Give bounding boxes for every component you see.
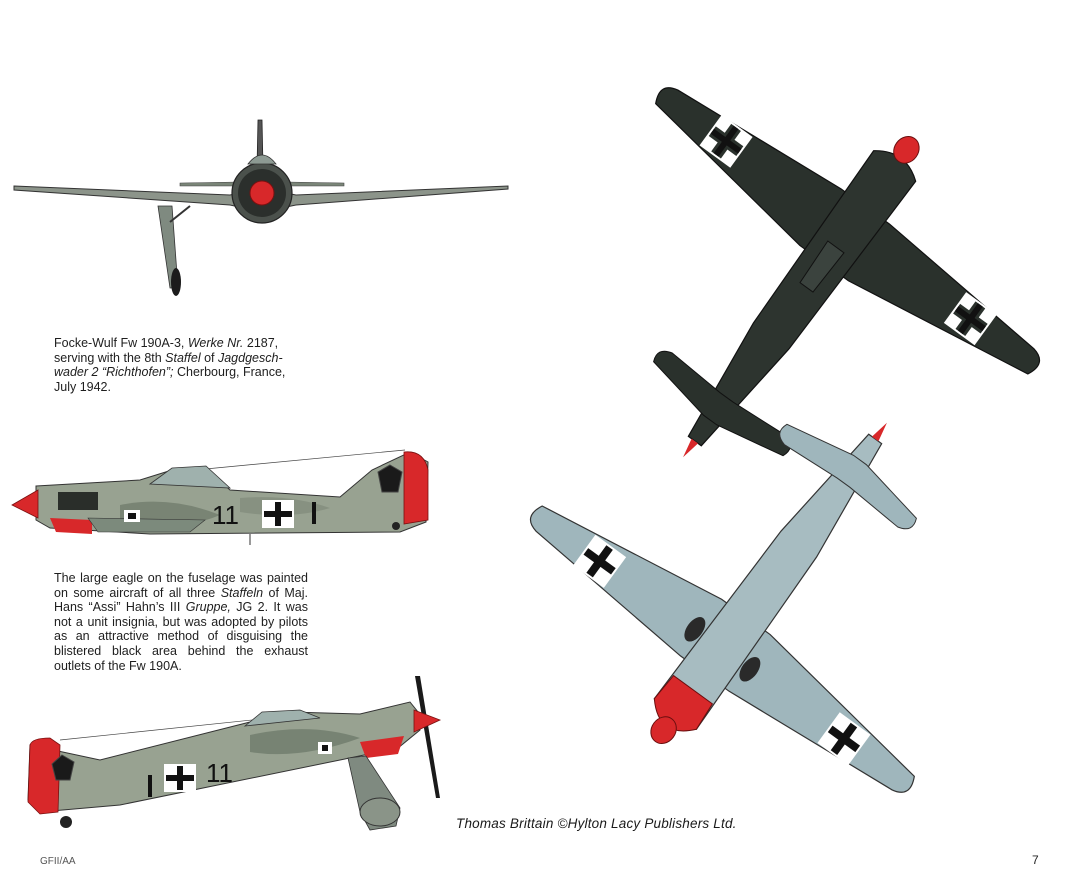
footer-code: GFII/AA — [40, 856, 76, 867]
caption-text-italic: Werke Nr. — [187, 336, 244, 350]
caption-text-italic: Staffeln — [220, 585, 264, 600]
caption-text: July 1942. — [54, 379, 111, 394]
artist-credit: Thomas Brittain ©Hylton Lacy Publishers Ltd. — [456, 816, 737, 831]
caption-text: Cherbourg, France, — [173, 365, 286, 380]
page-number: 7 — [1032, 853, 1039, 867]
side-starboard-code: 11 — [212, 500, 239, 530]
caption-text: serving with the 8th — [54, 350, 166, 365]
caption-text: of Maj. Hans “Assi” Hahn’s III — [54, 585, 308, 615]
caption-text: of — [200, 350, 218, 365]
caption-text: The large eagle on the fuselage was painted on some aircraft of all three — [54, 571, 308, 600]
aircraft-caption — [54, 336, 302, 394]
caption-text-italic: Gruppe, — [185, 600, 231, 615]
caption-text: Focke-Wulf Fw 190A-3, — [54, 336, 188, 350]
caption-text: JG 2. It was not a unit insignia, but was adopted by pilots as an attractive method of disguising the blistered black area behind the exhaust outlets of the Fw 190A. — [54, 600, 308, 673]
caption-text-italic: Jagdgesch- — [217, 350, 283, 365]
caption-text-italic: Staffel — [165, 350, 201, 365]
eagle-insignia-caption — [54, 571, 308, 673]
side-port-code: 11 — [206, 758, 233, 788]
caption-text: 2187, — [243, 336, 279, 350]
caption-text-italic: wader 2 “Richthofen”; — [54, 365, 174, 380]
